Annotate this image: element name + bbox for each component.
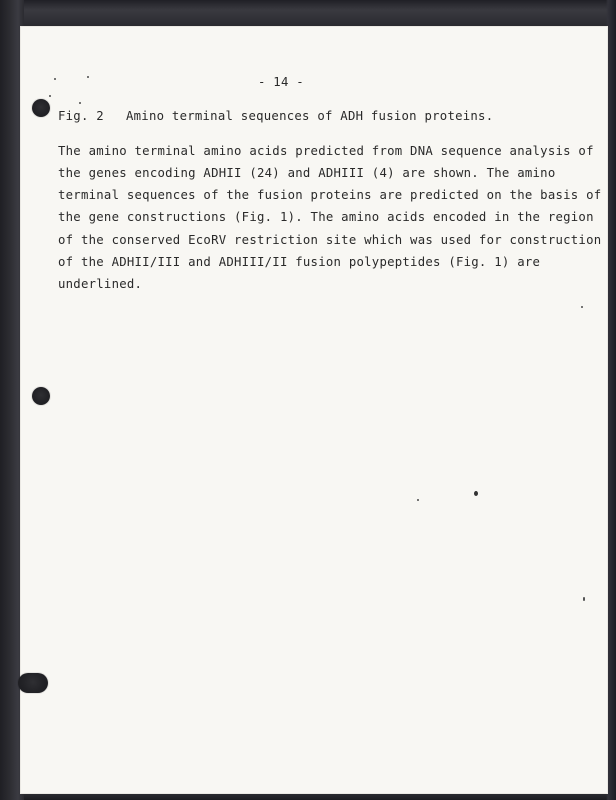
binder-hole-bottom	[18, 673, 48, 693]
body-line-2: the genes encoding ADHII (24) and ADHIII (4) are shown. The amino	[58, 166, 556, 180]
paper-speck	[54, 78, 56, 80]
paper-speck	[581, 306, 583, 308]
body-line-7: underlined.	[58, 277, 143, 291]
body-line-4: the gene constructions (Fig. 1). The amino acids encoded in the region	[58, 210, 594, 224]
document-page	[20, 26, 608, 794]
paper-speck	[583, 597, 585, 601]
body-line-3: terminal sequences of the fusion proteins are predicted on the basis of	[58, 188, 602, 202]
binder-hole-top	[32, 99, 50, 117]
paper-speck	[474, 491, 478, 496]
binder-hole-middle	[32, 387, 50, 405]
paper-speck	[49, 95, 51, 97]
figure-label: Fig. 2	[58, 109, 104, 123]
body-line-5: of the conserved EcoRV restriction site which was used for construction	[58, 233, 602, 247]
paper-speck	[417, 499, 419, 501]
page-number: - 14 -	[258, 75, 304, 89]
body-line-1: The amino terminal amino acids predicted from DNA sequence analysis of	[58, 144, 594, 158]
paper-speck	[87, 76, 89, 78]
figure-caption-title: Amino terminal sequences of ADH fusion proteins.	[126, 109, 494, 123]
body-line-6: of the ADHII/III and ADHIII/II fusion polypeptides (Fig. 1) are	[58, 255, 541, 269]
paper-speck	[79, 102, 81, 104]
